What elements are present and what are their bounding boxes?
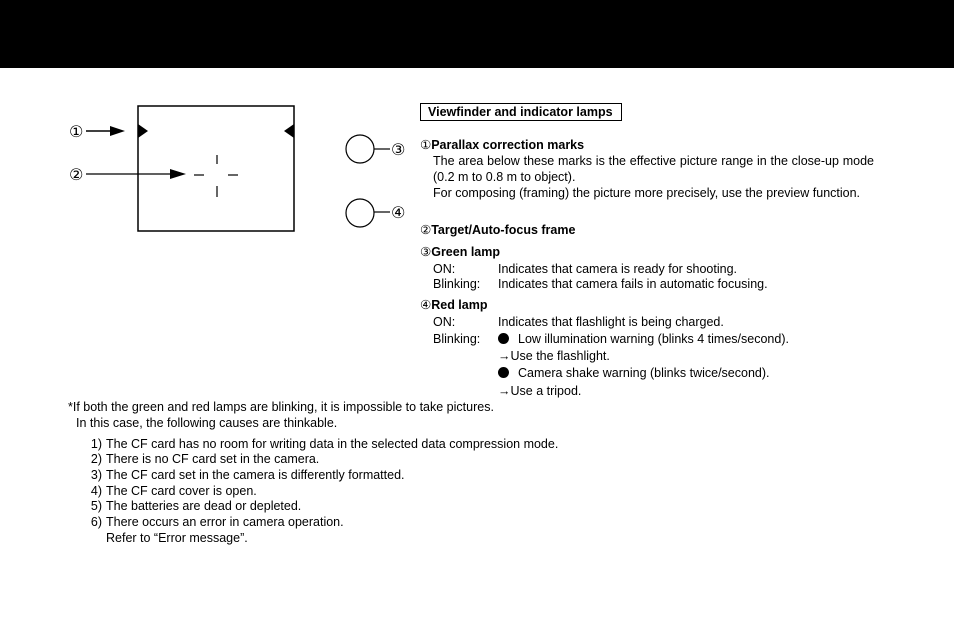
red-lamp-action-1: →Use the flashlight. bbox=[498, 349, 610, 363]
note-line-2: In this case, the following causes are thinkable. bbox=[76, 416, 338, 430]
red-lamp-circle bbox=[346, 199, 374, 227]
target-heading bbox=[420, 222, 575, 238]
parallax-heading bbox=[420, 137, 584, 153]
causes-extra-note: Refer to “Error message”. bbox=[106, 531, 248, 545]
parallax-number: ① bbox=[420, 137, 432, 152]
callout-1-label: ① bbox=[69, 122, 84, 141]
list-item: The CF card set in the camera is differently formatted. bbox=[106, 468, 405, 482]
callout-2-label: ② bbox=[69, 165, 84, 184]
red-lamp-bullet-2 bbox=[498, 365, 770, 381]
green-lamp-blinking-text: Indicates that camera fails in automatic focusing. bbox=[498, 277, 768, 291]
list-item: There is no CF card set in the camera. bbox=[106, 452, 320, 466]
green-lamp-on-label: ON: bbox=[433, 262, 456, 276]
viewfinder-frame bbox=[138, 106, 294, 231]
list-item: The CF card has no room for writing data in the selected data compression mode. bbox=[106, 437, 559, 451]
parallax-mark-left bbox=[138, 124, 148, 138]
list-item-number: 2) bbox=[90, 452, 102, 466]
list-item-number: 1) bbox=[90, 437, 102, 451]
list-item-number: 6) bbox=[90, 515, 102, 529]
red-lamp-on-label: ON: bbox=[433, 315, 456, 329]
list-item-number: 3) bbox=[90, 468, 102, 482]
parallax-paragraph-1: The area below these marks is the effective picture range in the close-up mode (0.2 m to 0.8 m to object). bbox=[433, 154, 874, 184]
note-line-1: *If both the green and red lamps are blinking, it is impossible to take pictures. bbox=[68, 400, 494, 414]
red-lamp-title: Red lamp bbox=[431, 298, 488, 312]
red-lamp-number: ④ bbox=[420, 297, 432, 312]
list-item: The batteries are dead or depleted. bbox=[106, 499, 302, 513]
callout-3-label: ③ bbox=[391, 140, 406, 159]
callout-4-label: ④ bbox=[391, 203, 406, 222]
green-lamp-heading bbox=[420, 244, 500, 260]
green-lamp-circle bbox=[346, 135, 374, 163]
green-lamp-on-text: Indicates that camera is ready for shooting. bbox=[498, 262, 738, 276]
target-number: ② bbox=[420, 222, 432, 237]
red-lamp-bullet-2-text: Camera shake warning (blinks twice/second). bbox=[518, 366, 770, 380]
green-lamp-title: Green lamp bbox=[431, 245, 500, 259]
parallax-mark-right bbox=[284, 124, 294, 138]
list-item: The CF card cover is open. bbox=[106, 484, 257, 498]
callout-2-arrow bbox=[86, 169, 186, 179]
parallax-paragraph-2: For composing (framing) the picture more precisely, use the preview function. bbox=[433, 186, 861, 200]
callout-1-arrow bbox=[86, 126, 125, 136]
target-title: Target/Auto-focus frame bbox=[431, 223, 576, 237]
af-target-mark bbox=[194, 155, 238, 197]
bullet-dot bbox=[498, 333, 509, 344]
red-lamp-bullet-1 bbox=[498, 331, 789, 347]
list-item: There occurs an error in camera operation. bbox=[106, 515, 344, 529]
green-lamp-number: ③ bbox=[420, 244, 432, 259]
red-lamp-heading bbox=[420, 297, 487, 313]
red-lamp-blinking-label: Blinking: bbox=[433, 332, 481, 346]
red-lamp-on-text: Indicates that flashlight is being charged. bbox=[498, 315, 724, 329]
bullet-dot bbox=[498, 367, 509, 378]
green-lamp-blinking-label: Blinking: bbox=[433, 277, 481, 291]
section-title: Viewfinder and indicator lamps bbox=[420, 103, 622, 121]
list-item-number: 5) bbox=[90, 499, 102, 513]
list-item-number: 4) bbox=[90, 484, 102, 498]
red-lamp-bullet-1-text: Low illumination warning (blinks 4 times/second). bbox=[518, 332, 789, 346]
parallax-title: Parallax correction marks bbox=[431, 138, 585, 152]
red-lamp-action-2: →Use a tripod. bbox=[498, 384, 582, 398]
